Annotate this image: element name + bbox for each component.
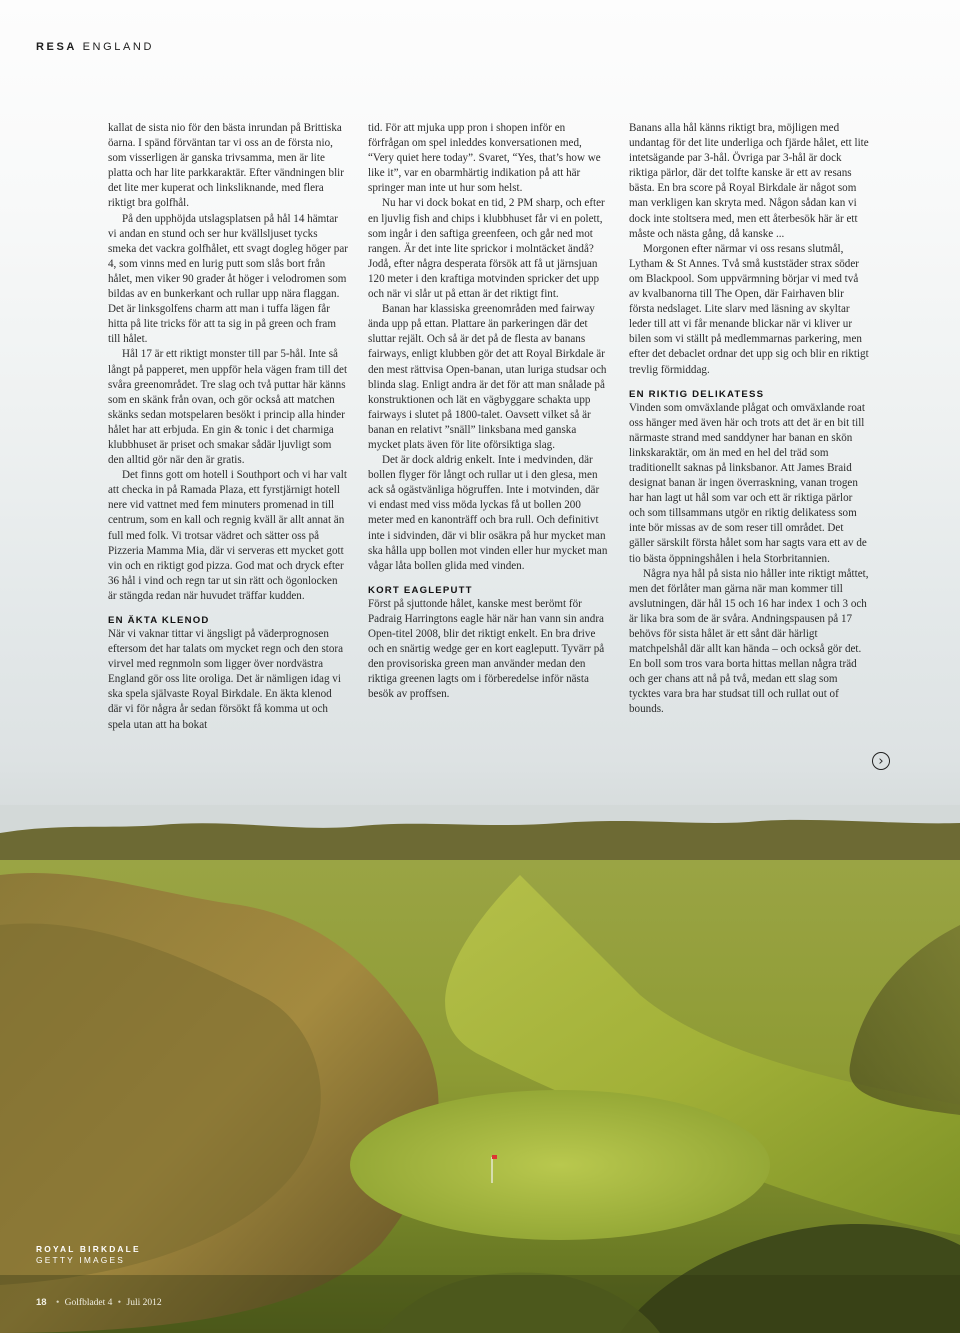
issue-date: Juli 2012 <box>126 1298 162 1308</box>
magazine-name: Golfbladet 4 <box>64 1298 113 1308</box>
subheading: EN RIKTIG DELIKATESS <box>629 388 765 400</box>
subsection-name: ENGLAND <box>82 41 155 53</box>
page-number: 18 <box>36 1297 47 1308</box>
subheading: EN ÄKTA KLENOD <box>108 615 210 626</box>
chevron-right-circle-icon[interactable]: › <box>872 752 890 770</box>
paragraph: Banan har klassiska greenområden med fairway ända upp på ettan. Plattare än parkeringen där det sluttar rejält. Och så är det på de flesta av banans fairways, enligt klubben gör det att Royal Birkdale är den mest rättvisa Open-banan, utan luriga studsar och blinda slag. Enligt andra är det för att man snålade på konstruktionen och lät en vägbyggare schakta upp fairways i slutet på 1800-talet. Oavsett vilket så är banan en relativt ”snäll” linksbana med ganska mycket plats även för lite oförsiktiga slag. <box>368 303 607 451</box>
section-name: RESA <box>36 41 77 53</box>
paragraph: Några nya hål på sista nio håller inte riktigt måttet, men det förlåter man gärna när man kommer till avslutningen, där hål 15 och 16 har index 1 och 3 och är lika bra som de är svåra. Andningspausen på 17 behövs för sista hålet är ett sånt där härligt matchpelshål där allt kan hända – och också gör det. En boll som tros vara borta hittas mellan några träd och ger chans att nå på två, medan ett slag som tycktes vara bra har studsat till och rullat out of bounds. <box>629 567 869 716</box>
photo-caption <box>36 1244 141 1265</box>
article-column-1 <box>108 121 348 733</box>
paragraph: När vi vaknar tittar vi ängsligt på väderprognosen eftersom det har talats om mycket regn och den stora virvel med regnmoln som ligger över nordvästra England gör oss lite oroliga. Det är nämligen idag vi ska spela självaste Royal Birkdale. En äkta klenod där vi för några år sedan försökt få komma ut och spela utan att ha bokat <box>108 628 344 731</box>
article-column-2 <box>368 121 608 702</box>
page-footer: 18 • Golfbladet 4 • Juli 2012 <box>36 1297 162 1308</box>
paragraph: Det finns gott om hotell i Southport och vi har valt att checka in på Ramada Plaza, ett fyrstjärnigt hotell nere vid vattnet med fem minuters promenad in till centrum, som en kall och regnig kväll är allt annat än full med folk. Vi trotsar vädret och sätter oss på Pizzeria Mamma Mia, där vi serveras ett mycket gott vin och en riktigt god pizza. God mat och dryck efter 36 hål i vind och regn tar ut sin rätt och ögonlocken är stängda redan när huvudet träffar kudden. <box>108 469 347 602</box>
paragraph: Morgonen efter närmar vi oss resans slutmål, Lytham & St Annes. Två små kuststäder strax söder om Blackpool. Som uppvärmning börjar vi med två av kvalbanorna till The Open, där Fairhaven blir första nedslaget. Lite slarv med läsning av skyltar leder till att vi får menande blickar när vi kliver ur bilen som vi ställt på medlemmarnas parkering, men efter det debaclet ordnar det upp sig och blir en riktigt trevlig förmiddag. <box>629 242 869 376</box>
subheading: KORT EAGLEPUTT <box>368 584 473 596</box>
paragraph: Vinden som omväxlande plågat och omväxlande roat oss hänger med även här och trots att det är en bit till närmaste strand med sanddyner har banan en skön linkskaraktär, om än med en hel del träd som traditionellt saknas på linksbanor. Att James Braid designat banan är ingen överraskning, vanan trogen har han lagt ut hål som var och ett är riktiga pärlor och som tillsammans utgör en riktig delikatess som inte bör missas av de som reser till området. Det gäller särskilt första hålet som har sagts vara ett av de tio bästa öppningshålen i hela Storbritannien. <box>629 401 867 565</box>
paragraph: På den upphöjda utslagsplatsen på hål 14 hämtar vi andan en stund och ser hur kvällsljuset tycks smeka det vackra golfhålet, ett svagt dogleg höger par 4, som vinns med en lurig putt som slås bort från hålet, men viker 90 grader åt höger i velodromen som bildas av en bunkerkant och rullar upp nära flaggan. Det är linksgolfens charm att man i tuffa lägen får hitta på lite tricks för att ta sig in på green och fram till hålet. <box>108 212 348 346</box>
paragraph: kallat de sista nio för den bästa inrundan på Brittiska öarna. I spänd förväntan tar vi oss an de första nio, som visserligen är ganska trivsamma, men är lite platta och har lite parkkaraktär. Efter vändningen blir det lite mer kuperat och linksliknande, med flera riktigt bra golfhål. <box>108 122 344 210</box>
article-column-3 <box>629 121 869 718</box>
paragraph: Först på sjuttonde hålet, kanske mest berömt för Padraig Harringtons eagle här när han vann sin andra Open-titel 2008, blir det riktigt enkelt. En bra drive och en snärtig wedge ger en kort eagleputt. Tyvärr på den provisoriska green man använder medan den riktiga greenen lagts om i förberedelse inför nästa besök av proffsen. <box>368 597 605 701</box>
paragraph: Hål 17 är ett riktigt monster till par 5-hål. Inte så långt på papperet, men uppför hela vägen fram till det svåra greenområdet. Tre slag och två puttar här känns som en skänk från ovan, och gör också att matchen skänks sedan motspelaren besökt i princip alla hinder hålet har att erbjuda. En gin & tonic i det charmiga klubbhuset är priset och smakar sådär ljuvligt som den alltid gör när den är gratis. <box>108 348 348 467</box>
paragraph: Banans alla hål känns riktigt bra, möjligen med undantag för det lite underliga och fjärde hålet, ett lite intetsägande par 3-hål. Övriga par 3-hål är dock riktiga pärlor, där det tolfte kanske är ett av resans bästa. En bra score på Royal Birkdale är något som man verkligen kan skryta med. Någon sådan kan vi dock inte stoltsera med, men ett återbesök här är ett måste och nästa gång, då kanske ... <box>629 122 869 240</box>
paragraph: Nu har vi dock bokat en tid, 2 PM sharp, och efter en ljuvlig fish and chips i klubbhuset får vi en polett, som ingår i den saftiga greenfeen, och går ned mot rangen. Är det inte lite sprickor i molntäcket ändå? Jodå, efter några desperata försök att få ut järnsjuan 120 meter i den kraftiga motvinden spricker det upp och när vi slår ut på ettan är det riktigt fint. <box>368 197 605 301</box>
paragraph: Det är dock aldrig enkelt. Inte i medvinden, där bollen flyger för långt och rullar ut i den glesa, men ack så ogästvänliga högruffen. Inte i motvinden, där vi endast med viss möda lyckas få ut bollen 200 meter med en kanonträff och bra rull. Och definitivt inte i sidvinden, där vi blir osäkra på hur mycket man ska hålla upp bollen mot vinden eller hur mycket man vågar låta bollen glida med vinden. <box>368 454 608 572</box>
caption-credit: GETTY IMAGES <box>36 1254 126 1265</box>
paragraph: tid. För att mjuka upp pron i shopen inför en förfrågan om spel inleddes konversationen med, “Very quiet here today”. Svaret, “Yes, that’s how we like it”, var en obarmhärtig indikation på att här springer man inte ut hur som helst. <box>368 122 601 195</box>
caption-location: ROYAL BIRKDALE <box>36 1244 141 1254</box>
golf-course-photo <box>0 805 960 1333</box>
section-header <box>36 41 154 53</box>
